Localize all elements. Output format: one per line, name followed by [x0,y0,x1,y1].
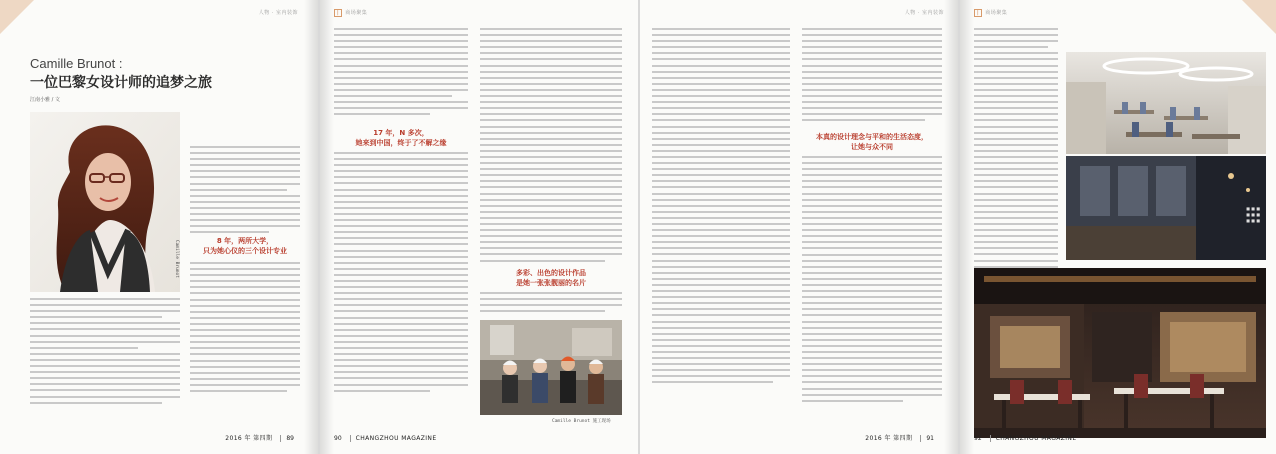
page-92 [960,0,1276,454]
photo-caption: ■ ■ ■ ■ ■ ■ ■ ■ ■ [1246,206,1260,223]
running-head: 人物 · 室内装饰 [904,10,944,16]
interior-photo-dining-room [974,268,1266,438]
subhead-4: 本真的设计理念与平和的生活态度， 让她与众不同 [816,133,928,151]
subhead-2: 17 年，N 多次， 她来到中国，终于了不解之缘 [355,129,447,147]
corner-decoration [1242,0,1276,34]
portrait-photo [30,112,180,292]
page-title: 一位巴黎女设计师的追梦之旅 [30,75,212,91]
page-89 [0,0,318,454]
portrait-caption: Camille Brunot [174,240,179,278]
body-text [802,28,942,126]
body-text [652,28,790,388]
construction-site-photo [480,320,622,415]
body-text [30,298,180,408]
running-head: | 商场聚集 [974,9,1007,17]
body-text [334,28,468,119]
byline: 江南小雅 / 文 [30,97,60,103]
folio: 2016 年 第四期 91 [865,435,934,442]
folio: 90 CHANGZHOU MAGAZINE [334,435,437,442]
site-photo-caption: Camille Brunot 施工现场 [552,419,611,424]
body-text [480,28,622,266]
body-text [190,262,300,396]
body-text [334,152,468,396]
body-text [802,156,942,406]
folio: 2016 年 第四期 89 [225,435,294,442]
running-head: 人物 · 室内装饰 [258,10,298,16]
folio: 92 CHANGZHOU MAGAZINE [974,435,1077,442]
body-text [190,146,300,237]
page-90 [320,0,638,454]
subhead-3: 多彩、出色的设计作品 是她一张张靓丽的名片 [516,269,586,287]
page-91 [640,0,958,454]
running-head: | 商场聚集 [334,9,367,17]
title-english: Camille Brunot : [30,56,123,71]
interior-photo-restaurant [1066,52,1266,154]
body-text [480,292,622,316]
corner-decoration [0,0,34,34]
subhead-1: 8 年，两所大学， 只为她心仪的三个设计专业 [203,237,287,255]
